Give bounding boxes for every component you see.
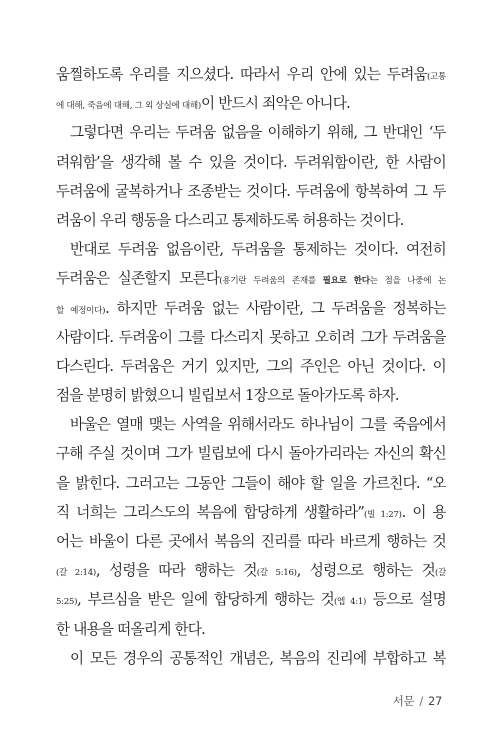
footer-separator: / (419, 694, 423, 708)
text-line: 한 내용을 떠올리게 한다. (56, 620, 206, 638)
text-line: 움찔하도록 우리를 지으셨다. 따라서 우리 안에 있는 두려움(고통 (56, 66, 446, 83)
page-footer (393, 693, 442, 709)
body-text (56, 60, 446, 673)
text-line: 을 밝힌다. 그러고는 그동안 그들이 해야 할 일을 가르친다. “오 (56, 474, 446, 492)
text-line: 다스린다. 두려움은 거기 있지만, 그의 주인은 아닌 것이다. 이 (56, 357, 446, 375)
text-line: 그렇다면 우리는 두려움 없음을 이해하기 위해, 그 반대인 ‘두 (70, 124, 446, 142)
text-line: 에 대해, 죽음에 대해, 그 외 상실에 대해)이 반드시 죄악은 아니다. (56, 95, 351, 113)
text-line: 어는 바울이 다른 곳에서 복음의 진리를 따라 바르게 행하는 것 (56, 533, 446, 550)
section-name: 서문 (392, 694, 415, 708)
text-line: 두려움에 굴복하거나 조종받는 것이다. 두려움에 항복하여 그 두 (56, 182, 446, 200)
text-line: 할 예정이다). 하지만 두려움 없는 사람이란, 그 두려움을 정복하는 (56, 299, 446, 317)
text-line: 려워함’을 생각해 볼 수 있을 것이다. 두려워함이란, 한 사람이 (56, 153, 446, 171)
text-line: 점을 분명히 밝혔으니 빌립보서 1장으로 돌아가도록 하자. (56, 387, 399, 405)
page-number: 27 (427, 694, 442, 708)
text-line: 반대로 두려움 없음이란, 두려움을 통제하는 것이다. 여전히 (70, 241, 446, 259)
text-line: 두려움은 실존할지 모른다(용기란 두려움의 존재를 필요로 한다는 점을 나중에 논 (56, 270, 446, 288)
text-line: 직 너희는 그리스도의 복음에 합당하게 생활하라”(빌 1:27). 이 용 (56, 503, 446, 521)
text-line: 려움이 우리 행동을 다스리고 통제하도록 허용하는 것이다. (56, 211, 404, 229)
text-line: 바울은 열매 맺는 사역을 위해서라도 하나님이 그를 죽음에서 (70, 416, 446, 434)
text-line: 구해 주실 것이며 그가 빌립보에 다시 돌아가리라는 자신의 확신 (56, 445, 446, 463)
text-line: (갈 2:14), 성령을 따라 행하는 것(갈 5:16), 성령으로 행하는 것(갈 (56, 562, 446, 580)
text-line: 이 모든 경우의 공통적인 개념은, 복음의 진리에 부합하고 복 (70, 649, 446, 667)
text-line: 5:25), 부르심을 받은 일에 합당하게 행하는 것(엡 4:1) 등으로 설명 (56, 591, 446, 609)
text-line: 사람이다. 두려움이 그를 다스리지 못하고 오히려 그가 두려움을 (56, 328, 446, 346)
